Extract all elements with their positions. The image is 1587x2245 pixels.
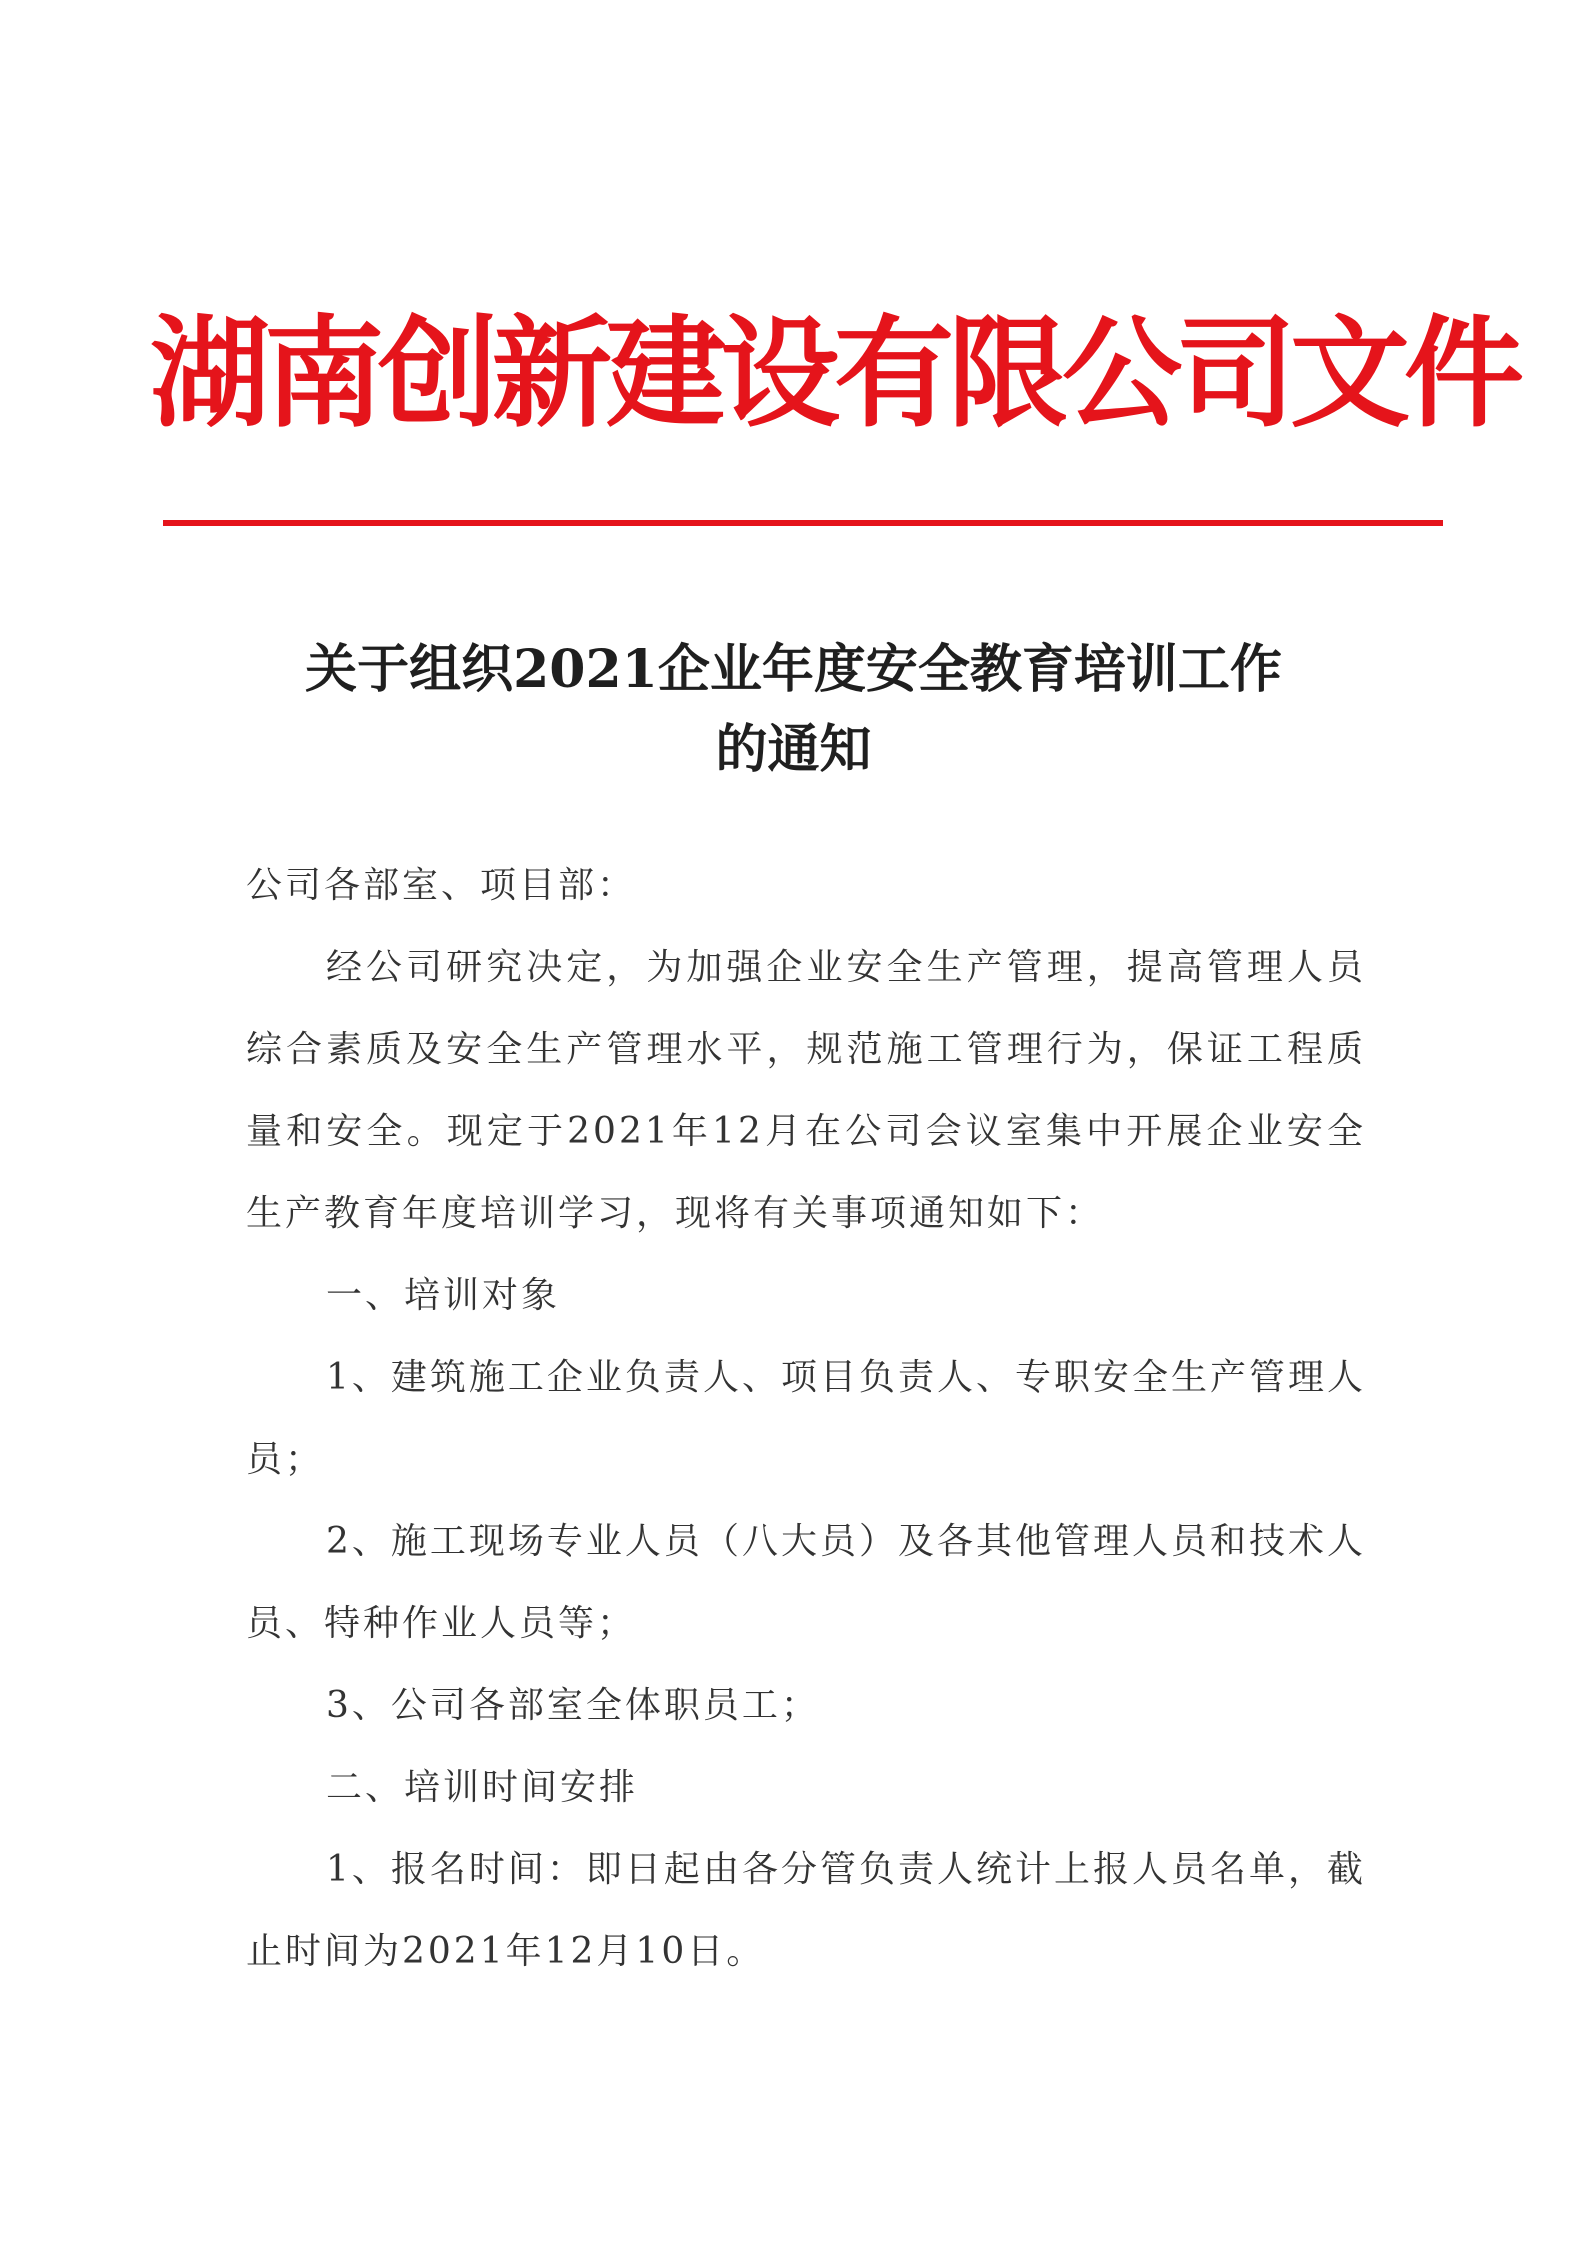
section-heading: 一、培训对象 xyxy=(326,1275,561,1316)
section-heading: 二、培训时间安排 xyxy=(326,1767,639,1808)
section-item: 3、公司各部室全体职员工； xyxy=(326,1685,820,1726)
document-body xyxy=(246,845,1366,1993)
header-red-rule xyxy=(163,520,1443,526)
section-item: 2、施工现场专业人员（八大员）及各其他管理人员和技术人员、特种作业人员等； xyxy=(246,1521,1366,1644)
document-header-title: 湖南创新建设有限公司文件 xyxy=(150,305,1518,444)
section-item: 1、建筑施工企业负责人、项目负责人、专职安全生产管理人员； xyxy=(246,1357,1366,1480)
document-title-line-1: 关于组织2021企业年度安全教育培训工作 xyxy=(305,639,1282,700)
section-item: 1、报名时间：即日起由各分管负责人统计上报人员名单，截止时间为2021年12月10日。 xyxy=(246,1849,1366,1972)
salutation: 公司各部室、项目部： xyxy=(246,865,637,906)
intro-paragraph: 经公司研究决定，为加强企业安全生产管理，提高管理人员综合素质及安全生产管理水平，规范施工管理行为，保证工程质量和安全。现定于2021年12月在公司会议室集中开展企业安全生产教育年度培训学习，现将有关事项通知如下： xyxy=(246,947,1366,1234)
document-title-line-2: 的通知 xyxy=(715,719,872,780)
document-title xyxy=(230,630,1357,790)
